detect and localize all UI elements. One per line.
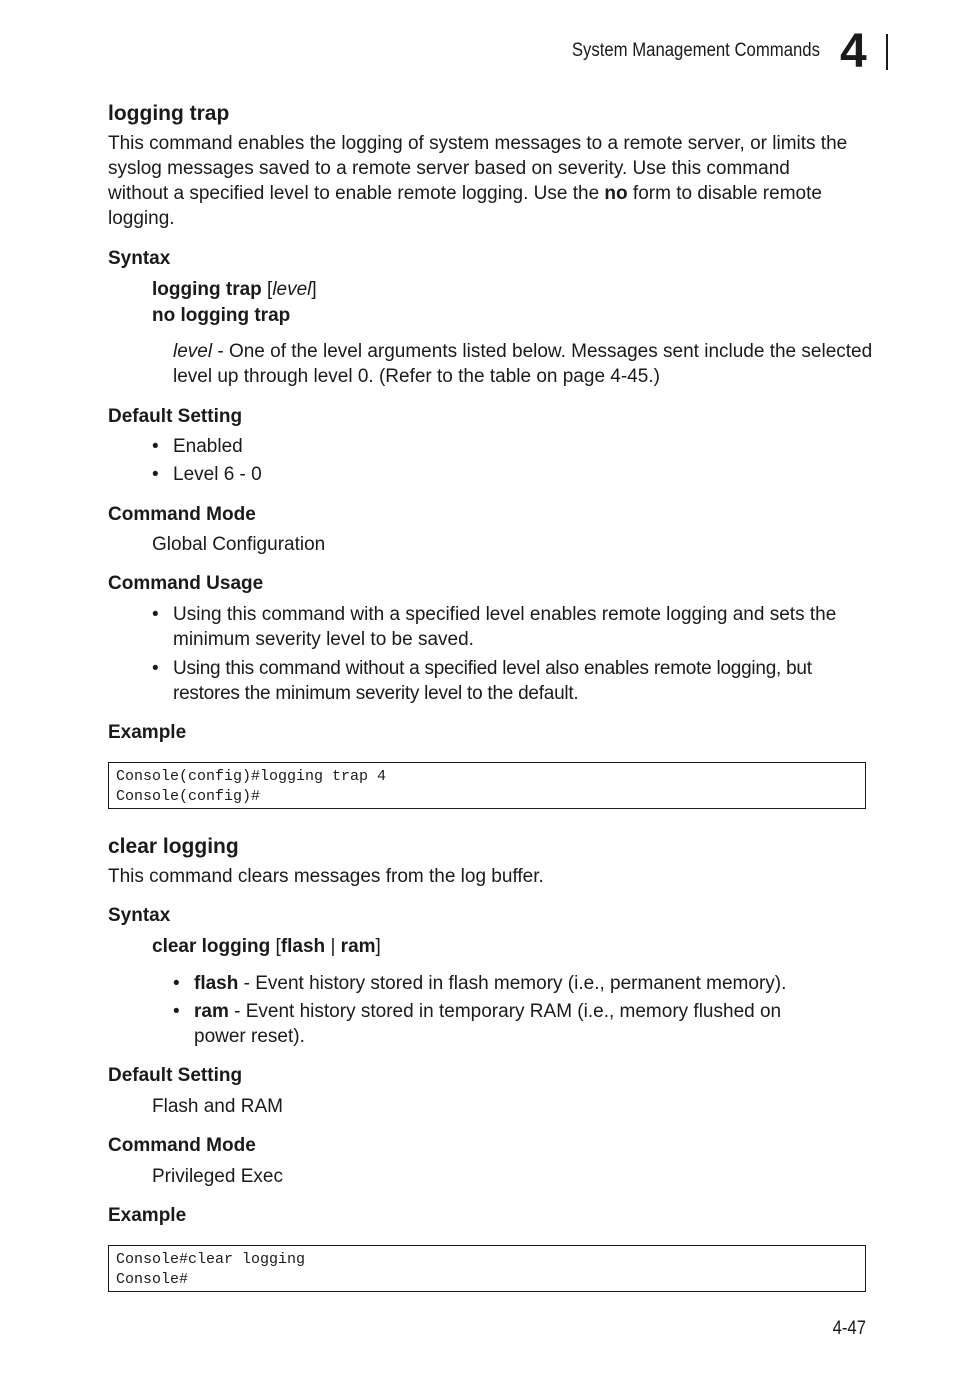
command-mode-value: Global Configuration [152, 534, 326, 555]
chapter-number: 4 [840, 25, 867, 78]
example-heading: Example [108, 722, 187, 743]
default-setting-value: Flash and RAM [152, 1096, 283, 1117]
command-usage-heading: Command Usage [108, 573, 264, 594]
running-header: System Management Commands [571, 40, 820, 61]
syntax-line-no-form: no logging trap [152, 305, 291, 326]
page-number: 4-47 [832, 1318, 866, 1339]
default-setting-heading: Default Setting [108, 406, 243, 427]
code-example: Console(config)#logging trap 4 Console(config)# [108, 762, 866, 809]
code-example: Console#clear logging Console# [108, 1245, 866, 1292]
logging-trap-description: This command enables the logging of system messages to a remote server, or limits the syslog messages saved to a remote server based on severity. Use this command without a specified level to enable remote logging. Use the no form to disable remote logging. [108, 133, 848, 229]
syntax-line: clear logging [flash | ram] [152, 936, 381, 957]
command-mode-value: Privileged Exec [152, 1166, 283, 1187]
section-title-clear-logging: clear logging [108, 835, 239, 858]
default-setting-heading: Default Setting [108, 1065, 243, 1086]
chapter-divider [886, 34, 888, 70]
clear-logging-description: This command clears messages from the log buffer. [108, 866, 544, 887]
command-mode-heading: Command Mode [108, 1135, 256, 1156]
command-mode-heading: Command Mode [108, 504, 256, 525]
syntax-line: logging trap [level] [152, 279, 317, 300]
example-heading: Example [108, 1205, 187, 1226]
section-title-logging-trap: logging trap [108, 102, 230, 125]
syntax-heading: Syntax [108, 905, 171, 926]
syntax-heading: Syntax [108, 248, 171, 269]
parameter-description: level - One of the level arguments listed below. Messages sent include the selected level up through level 0. (Refer to the table on page 4-45.) [173, 341, 873, 387]
